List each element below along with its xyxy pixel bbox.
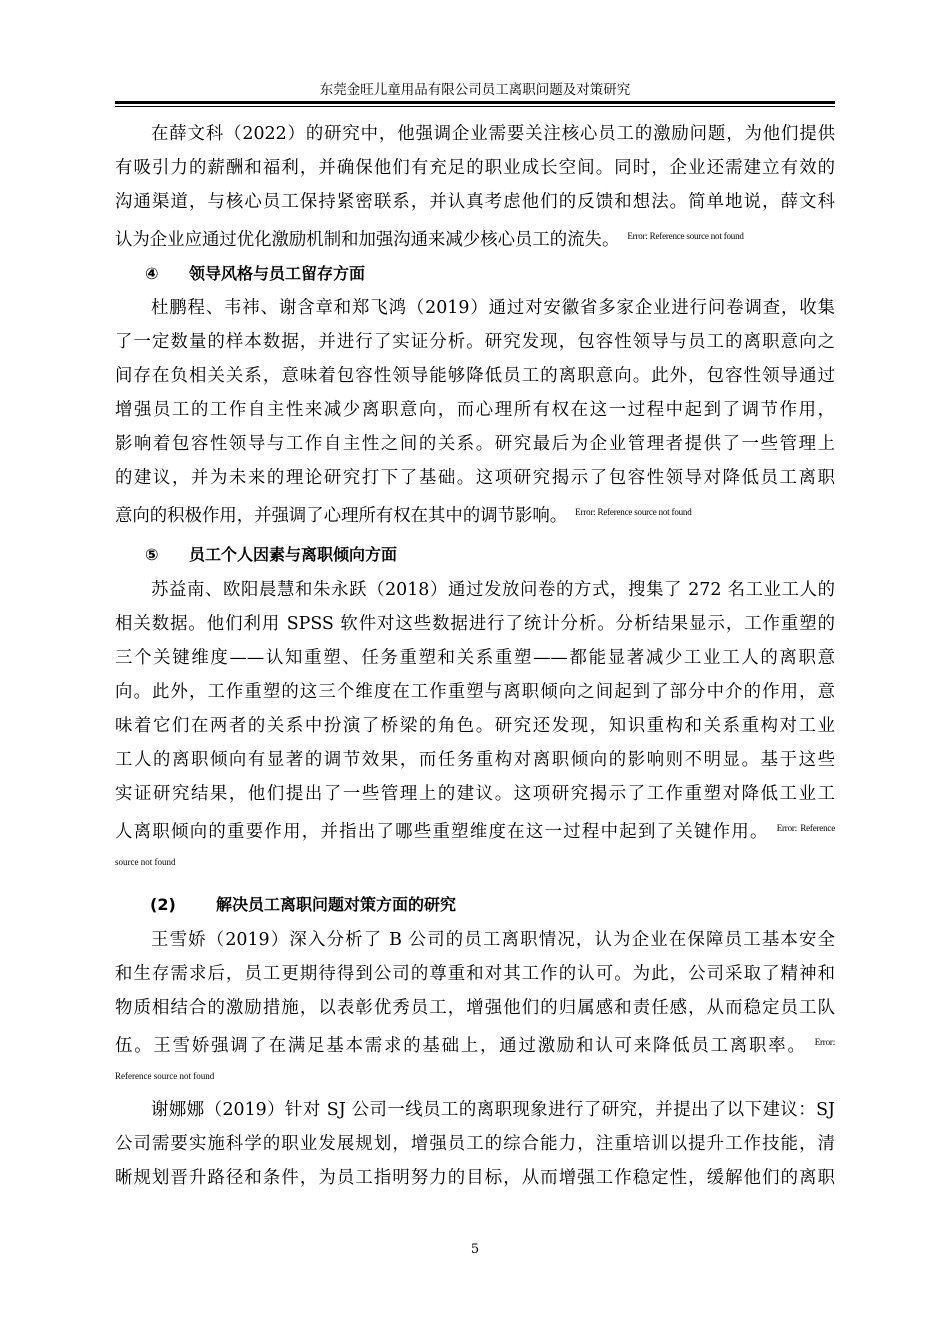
text-line	[115, 495, 835, 529]
text-line	[115, 151, 835, 185]
text-line	[115, 1161, 835, 1195]
text-line	[115, 641, 835, 675]
reference-error: Error: Reference source not found	[627, 231, 744, 241]
section-heading	[145, 261, 365, 284]
section-heading	[150, 892, 456, 915]
reference-error-continued: source not found	[115, 857, 176, 867]
reference-error-continued: Reference source not found	[115, 1071, 215, 1081]
line-text: 味着它们在两者的关系中扮演了桥梁的角色。研究还发现，知识重构和关系重构对工业	[115, 716, 835, 736]
text-line	[115, 811, 835, 845]
text-line	[115, 675, 835, 709]
text-line	[115, 325, 835, 359]
text-line	[115, 185, 835, 219]
text-line	[115, 359, 835, 393]
heading-number: ⑤	[145, 545, 159, 564]
text-line	[115, 991, 835, 1025]
text-line	[115, 923, 835, 957]
heading-text: 解决员工离职问题对策方面的研究	[216, 895, 457, 914]
line-text: 杜鹏程、韦祎、谢含章和郑飞鸿（2019）通过对安徽省多家企业进行问卷调查，收集	[151, 298, 835, 318]
text-line	[115, 461, 835, 495]
text-line	[115, 393, 835, 427]
text-line	[115, 427, 835, 461]
line-text: 苏益南、欧阳晨慧和朱永跃（2018）通过发放问卷的方式，搜集了 272 名工业工人的	[151, 580, 835, 600]
paragraph	[115, 573, 835, 879]
text-line	[115, 607, 835, 641]
reference-error: Error: Reference	[776, 823, 835, 833]
line-text: 三个关键维度——认知重塑、任务重塑和关系重塑——都能显著减少工业工人的离职意	[115, 648, 835, 668]
text-line	[115, 1093, 835, 1127]
line-text: 人离职倾向的重要作用，并指出了哪些重塑维度在这一过程中起到了关键作用。	[115, 822, 769, 842]
line-text: 的建议，并为未来的理论研究打下了基础。这项研究揭示了包容性领导对降低员工离职	[115, 468, 835, 488]
line-text: 影响着包容性领导与工作自主性之间的关系。研究最后为企业管理者提供了一些管理上	[115, 434, 835, 454]
line-text: 谢娜娜（2019）针对 SJ 公司一线员工的离职现象进行了研究，并提出了以下建议：SJ	[151, 1100, 835, 1120]
paragraph	[115, 1093, 835, 1195]
line-text: 沟通渠道，与核心员工保持紧密联系，并认真考虑他们的反馈和想法。简单地说，薛文科	[115, 192, 835, 212]
line-text: 实证研究结果，他们提出了一些管理上的建议。这项研究揭示了工作重塑对降低工业工	[115, 784, 835, 804]
text-line	[115, 777, 835, 811]
reference-error: Error:	[814, 1037, 835, 1047]
line-text: 和生存需求后，员工更期待得到公司的尊重和对其工作的认可。为此，公司采取了精神和	[115, 964, 835, 984]
text-line	[115, 117, 835, 151]
text-line	[115, 291, 835, 325]
line-text: 认为企业应通过优化激励机制和加强沟通来减少核心员工的流失。	[115, 230, 620, 250]
text-line	[115, 219, 835, 253]
paragraph	[115, 117, 835, 253]
text-line	[115, 957, 835, 991]
line-text: 伍。王雪娇强调了在满足基本需求的基础上，通过激励和认可来降低员工离职率。	[115, 1036, 807, 1056]
text-line	[115, 743, 835, 777]
page-number: 5	[470, 1242, 480, 1257]
line-text: 向。此外，工作重塑的这三个维度在工作重塑与离职倾向之间起到了部分中介的作用，意	[115, 682, 835, 702]
line-text: 王雪娇（2019）深入分析了 B 公司的员工离职情况，认为企业在保障员工基本安全	[151, 930, 835, 950]
line-text: 晰规划晋升路径和条件，为员工指明努力的目标，从而增强工作稳定性，缓解他们的离职	[115, 1168, 835, 1188]
text-line	[115, 709, 835, 743]
line-text: 工人的离职倾向有显著的调节效果，而任务重构对离职倾向的影响则不明显。基于这些	[115, 750, 835, 770]
section-heading	[145, 542, 397, 565]
line-text: 间存在负相关关系，意味着包容性领导能够降低员工的离职意向。此外，包容性领导通过	[115, 366, 835, 386]
text-line	[115, 573, 835, 607]
paragraph	[115, 923, 835, 1093]
line-text: 意向的积极作用，并强调了心理所有权在其中的调节影响。	[115, 506, 568, 526]
paragraph	[115, 291, 835, 529]
running-header: 东莞金旺儿童用品有限公司员工离职问题及对策研究	[319, 82, 631, 98]
header-rule-thin	[115, 106, 835, 107]
text-line	[115, 1127, 835, 1161]
heading-text: 员工个人因素与离职倾向方面	[189, 545, 398, 564]
heading-number: (2)	[150, 895, 176, 914]
reference-error: Error: Reference source not found	[575, 507, 692, 517]
line-text: 在薛文科（2022）的研究中，他强调企业需要关注核心员工的激励问题，为他们提供	[151, 124, 835, 144]
line-text: 了一定数量的样本数据，并进行了实证分析。研究发现，包容性领导与员工的离职意向之	[115, 332, 835, 352]
line-text: 增强员工的工作自主性来减少离职意向，而心理所有权在这一过程中起到了调节作用，	[115, 400, 835, 420]
line-text: 相关数据。他们利用 SPSS 软件对这些数据进行了统计分析。分析结果显示，工作重塑的	[115, 614, 835, 634]
line-text: 物质相结合的激励措施，以表彰优秀员工，增强他们的归属感和责任感，从而稳定员工队	[115, 998, 835, 1018]
line-text: 有吸引力的薪酬和福利，并确保他们有充足的职业成长空间。同时，企业还需建立有效的	[115, 158, 835, 178]
heading-number: ④	[145, 264, 159, 283]
header-rule-thick	[115, 101, 835, 104]
text-line	[115, 1025, 835, 1059]
heading-text: 领导风格与员工留存方面	[189, 264, 366, 283]
line-text: 公司需要实施科学的职业发展规划，增强员工的综合能力，注重培训以提升工作技能，清	[115, 1134, 835, 1154]
